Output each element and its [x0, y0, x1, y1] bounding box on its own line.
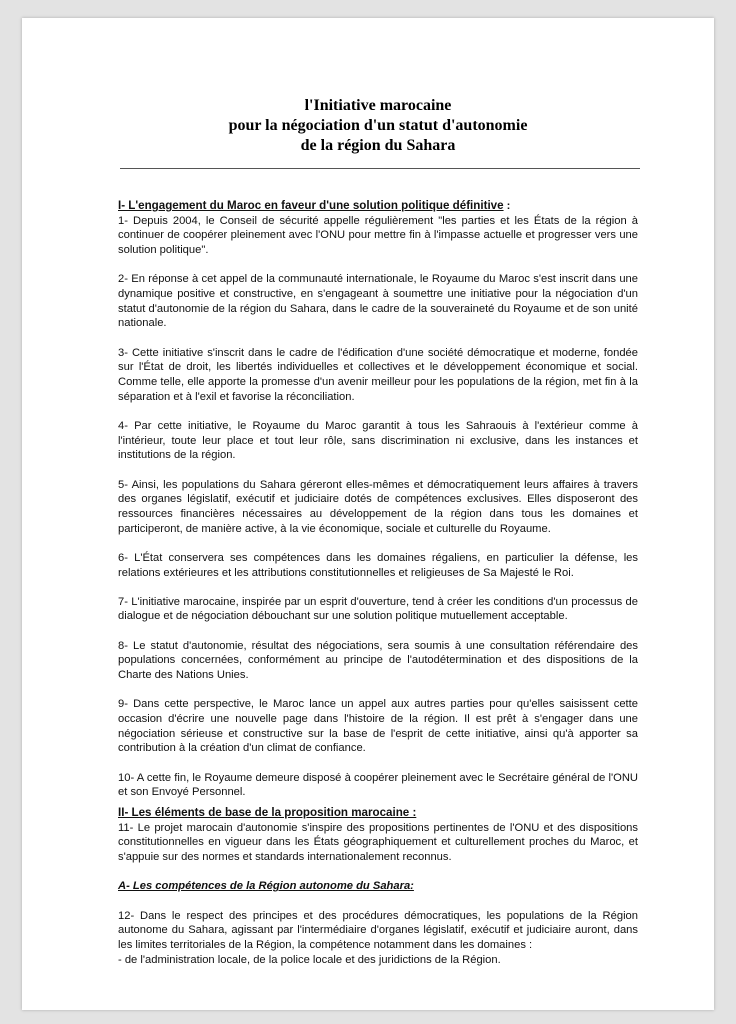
subsection-a-heading: A- Les compétences de la Région autonome du Sahara: [118, 880, 414, 893]
title-line-1: l'Initiative marocaine [304, 97, 452, 114]
document-page [22, 18, 714, 1010]
paragraph-6: 6- L'État conservera ses compétences dans les domaines régaliens, en particulier la défense, les relations extérieures et les attributions constitutionnelles et religieuses de Sa Majesté le Roi. [118, 551, 638, 579]
paragraph-7: 7- L'initiative marocaine, inspirée par un esprit d'ouverture, tend à créer les conditions d'un processus de dialogue et de négociation débouchant sur une solution politique mutuellement acceptable. [118, 595, 638, 623]
title-line-3: de la région du Sahara [300, 137, 456, 154]
paragraph-4: 4- Par cette initiative, le Royaume du Maroc garantit à tous les Sahraouis à l'extérieur comme à l'intérieur, toute leur place et tout leur rôle, sans discrimination ni exclusive, dans les instances et institutions de la région. [118, 419, 638, 462]
paragraph-3: 3- Cette initiative s'inscrit dans le cadre de l'édification d'une société démocratique et moderne, fondée sur l'État de droit, les libertés individuelles et collectives et le développement économique et social. Comme telle, elle apporte la promesse d'un avenir meilleur pour les populations de la région, met fin à la séparation et à l'exil et favorise la réconciliation. [118, 346, 638, 403]
paragraph-10: 10- A cette fin, le Royaume demeure disposé à coopérer pleinement avec le Secrétaire général de l'ONU et son Envoyé Personnel. [118, 771, 638, 799]
paragraph-12-item-1: - de l'administration locale, de la police locale et des juridictions de la Région. [118, 953, 501, 966]
paragraph-11: 11- Le projet marocain d'autonomie s'inspire des propositions pertinentes de l'ONU et des dispositions constitutionnelles en vigueur dans les États géographiquement et culturellement proches du Maroc, et s'appuie sur des normes et standards internationalement reconnus. [118, 821, 638, 864]
paragraph-1: 1- Depuis 2004, le Conseil de sécurité appelle régulièrement "les parties et les États de la région à continuer de coopérer pleinement avec l'ONU pour mettre fin à l'impasse actuelle et progresser vers une solution politique". [118, 214, 638, 257]
document-title [118, 96, 638, 156]
paragraph-5: 5- Ainsi, les populations du Sahara géreront elles-mêmes et démocratiquement leurs affaires à travers des organes législatif, exécutif et judiciaire dotés de compétences exclusives. Elles disposeront des ressources financières nécessaires au développement de la région dans tous les domaines et participeront, de manière active, à la vie économique, sociale et culturelle du Royaume. [118, 478, 638, 535]
document-body [118, 199, 638, 967]
section-1-heading-text: I- L'engagement du Maroc en faveur d'une solution politique définitive [118, 199, 504, 212]
paragraph-9: 9- Dans cette perspective, le Maroc lance un appel aux autres parties pour qu'elles saisissent cette occasion d'écrire une nouvelle page dans l'histoire de la région. Il est prêt à s'engager dans une négociation sérieuse et constructive sur la base de l'esprit de cette initiative, ainsi qu'à apporter sa contribution à la création d'un climat de confiance. [118, 698, 638, 755]
section-1-heading [118, 199, 638, 214]
paragraph-8: 8- Le statut d'autonomie, résultat des négociations, sera soumis à une consultation référendaire des populations concernées, conformément au principe de l'autodétermination et des dispositions de la Charte des Nations Unies. [118, 639, 638, 682]
paragraph-2: 2- En réponse à cet appel de la communauté internationale, le Royaume du Maroc s'est inscrit dans une dynamique positive et constructive, en s'engageant à soumettre une initiative pour la négociation d'un statut d'autonomie de la région du Sahara, dans le cadre de la souveraineté du Royaume et de son unité nationale. [118, 273, 638, 330]
paragraph-12: 12- Dans le respect des principes et des procédures démocratiques, les populations de la Région autonome du Sahara, agissant par l'intermédiaire d'organes législatif, exécutif et judiciaire auront, dans les limites territoriales de la Région, la compétence notamment dans les domaines : [118, 909, 638, 951]
section-2-heading: II- Les éléments de base de la proposition marocaine : [118, 806, 417, 819]
section-1-heading-suffix: : [503, 200, 511, 212]
title-line-2: pour la négociation d'un statut d'autonomie [228, 117, 528, 134]
title-divider [120, 168, 640, 169]
